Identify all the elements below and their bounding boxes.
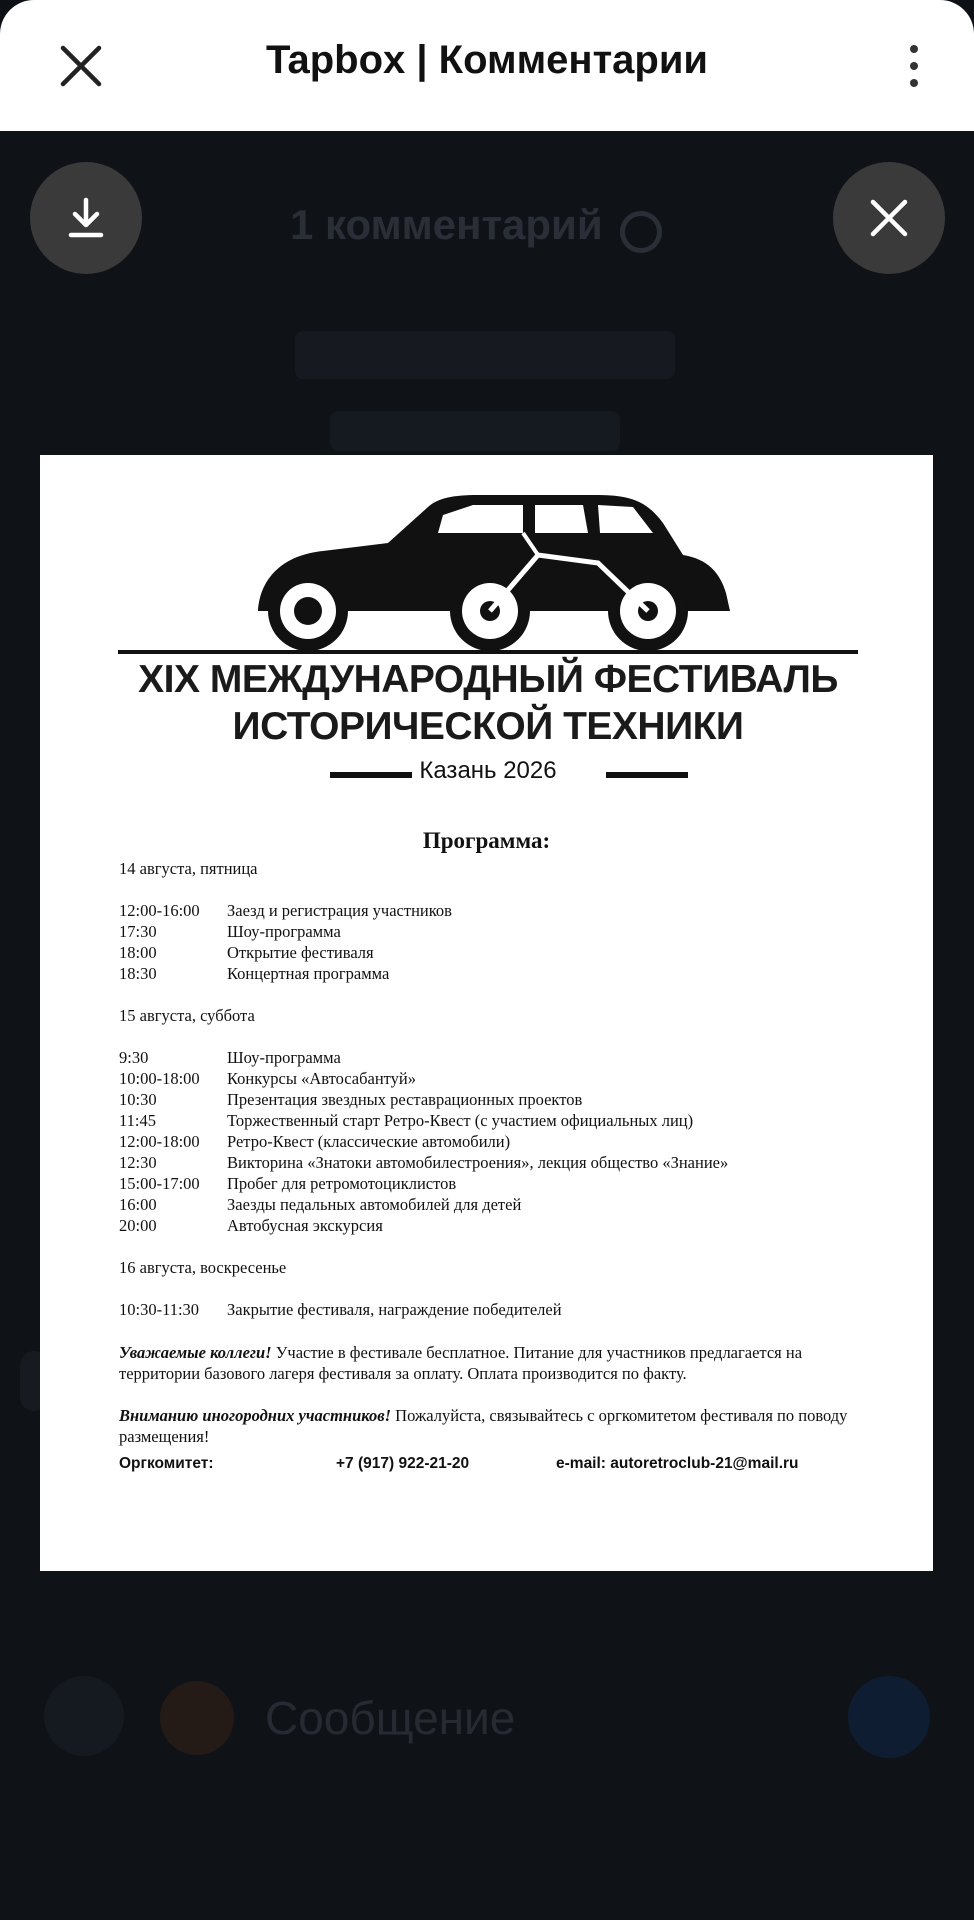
schedule-row: 15:00-17:00 Пробег для ретромотоциклистов <box>119 1174 457 1193</box>
app-bar-title: Tapbox | Комментарии <box>265 38 709 82</box>
more-vert-icon <box>910 45 918 53</box>
schedule-row: 10:30-11:30 Закрытие фестиваля, награждение победителей <box>119 1300 562 1319</box>
schedule-row: 17:30 Шоу-программа <box>119 922 341 941</box>
city-year: Казань 2026 <box>419 757 557 784</box>
background-text-placeholder <box>295 331 675 379</box>
contacts-email: e-mail: autoretroclub-21@mail.ru <box>556 1455 799 1472</box>
day-label: 16 августа, воскресенье <box>119 1258 287 1277</box>
contacts-label: Оргкомитет: <box>119 1455 214 1472</box>
headline-line2: ИСТОРИЧЕСКОЙ ТЕХНИКИ <box>232 705 744 748</box>
headline-line1: XIX МЕЖДУНАРОДНЫЙ ФЕСТИВАЛЬ <box>138 658 838 701</box>
divider <box>118 650 858 654</box>
app-bar <box>0 0 974 131</box>
message-input: Сообщение <box>265 1692 516 1744</box>
close-image-button[interactable] <box>833 162 945 274</box>
note-lead: Вниманию иногородних участников! <box>119 1406 392 1425</box>
festival-poster-image <box>40 455 933 1571</box>
out-of-town-note: Вниманию иногородних участников! Пожалуйста, связывайтесь с оргкомитетом фестиваля по поводу размещения! <box>119 1406 848 1446</box>
schedule-row: 10:30 Презентация звездных реставрационных проектов <box>119 1090 583 1109</box>
background-text-placeholder <box>330 411 620 451</box>
divider <box>606 772 688 778</box>
retro-car-illustration <box>238 493 758 653</box>
schedule-row: 12:00-18:00 Ретро-Квест (классические автомобили) <box>119 1132 511 1151</box>
poster-header <box>118 493 858 803</box>
participants-note: Уважаемые коллеги! Участие в фестивале бесплатное. Питание для участников предлагается на территории базового лагеря фестиваля за оплату. Оплата производится по факту. <box>119 1343 803 1383</box>
day-label: 15 августа, суббота <box>119 1006 255 1025</box>
schedule-row: 12:00-16:00 Заезд и регистрация участников <box>119 901 452 920</box>
more-options-button[interactable] <box>894 40 934 92</box>
schedule-row: 18:00 Открытие фестиваля <box>119 943 374 962</box>
schedule-row: 12:30 Викторина «Знатоки автомобилестроения», лекция общество «Знание» <box>119 1153 729 1172</box>
contacts-phone: +7 (917) 922-21-20 <box>336 1455 470 1472</box>
schedule-row: 18:30 Концертная программа <box>119 964 390 983</box>
download-button[interactable] <box>30 162 142 274</box>
comment-count: 1 комментарий <box>290 201 603 248</box>
close-icon <box>869 198 909 238</box>
program-title: Программа: <box>422 828 551 853</box>
download-icon <box>66 196 106 240</box>
note-lead: Уважаемые коллеги! <box>119 1343 272 1362</box>
schedule-row: 9:30 Шоу-программа <box>119 1048 341 1067</box>
schedule-row: 20:00 Автобусная экскурсия <box>119 1216 383 1235</box>
schedule-row: 10:00-18:00 Конкурсы «Автосабантуй» <box>119 1069 417 1088</box>
day-label: 14 августа, пятница <box>119 859 258 878</box>
avatar <box>160 1681 234 1755</box>
schedule-row: 16:00 Заезды педальных автомобилей для детей <box>119 1195 522 1214</box>
schedule-row: 11:45 Торжественный старт Ретро-Квест (с участием официальных лиц) <box>119 1111 694 1130</box>
refresh-icon <box>620 211 662 253</box>
attach-icon <box>44 1676 124 1756</box>
send-icon <box>848 1676 930 1758</box>
